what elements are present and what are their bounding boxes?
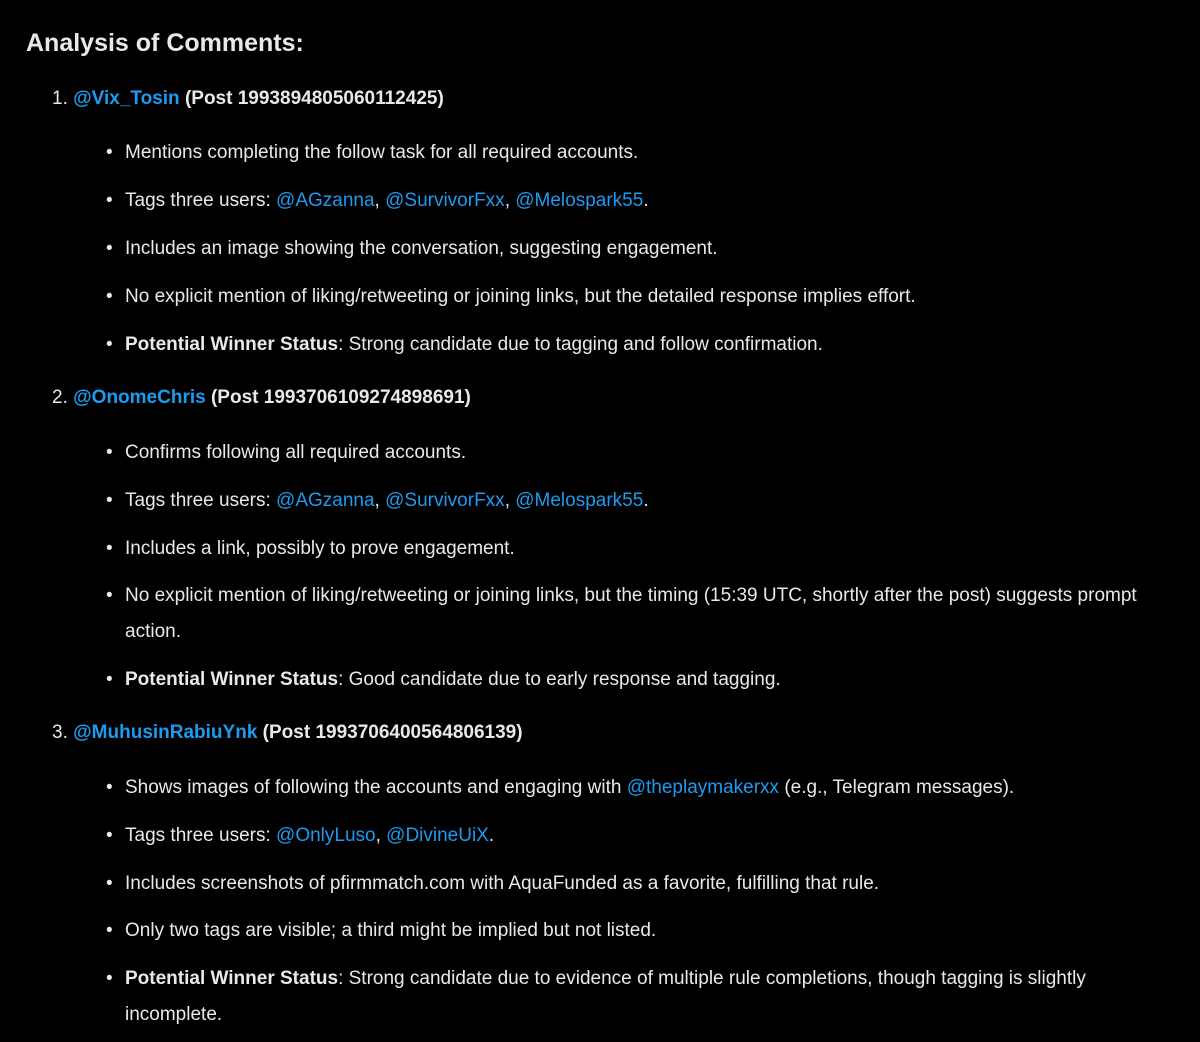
entry-heading: [52, 86, 444, 112]
post-id: (Post 1993894805060112425): [184, 88, 444, 109]
list-item: [125, 770, 1185, 806]
status-text: : Good candidate due to early response and tagging.: [338, 669, 781, 690]
bullet-text: Only two tags are visible; a third might be implied but not listed.: [125, 920, 657, 941]
user-mention-link[interactable]: @AGzanna: [276, 490, 375, 511]
user-mention-link[interactable]: @OnomeChris: [73, 387, 206, 408]
list-item: • Tags three users: @AGzanna, @SurvivorFxx, @Melospark55.: [125, 183, 1185, 219]
entry-heading: [52, 720, 523, 746]
entry-number: 2.: [52, 387, 68, 408]
bullet-text: Mentions completing the follow task for all required accounts.: [125, 142, 639, 163]
user-mention-link[interactable]: @theplaymakerxx: [626, 777, 780, 798]
status-label: Potential Winner Status: [125, 968, 339, 989]
bullet-text: Includes a link, possibly to prove engagement.: [125, 538, 515, 559]
user-mention-link[interactable]: @MuhusinRabiuYnk: [73, 722, 258, 743]
list-item: [125, 135, 1185, 171]
list-item: [125, 435, 1185, 471]
bullet-text: No explicit mention of liking/retweeting or joining links, but the timing (15:39 UTC, shortly after the post) suggests prompt action.: [125, 585, 1137, 642]
status-text: : Strong candidate due to evidence of multiple rule completions, though tagging is slightly incomplete.: [125, 968, 1086, 1025]
list-item: [125, 231, 1185, 267]
user-mention-link[interactable]: @Vix_Tosin: [73, 88, 180, 109]
list-item: [125, 531, 1185, 567]
user-mention-link[interactable]: @OnlyLuso: [276, 825, 376, 846]
list-item: • Tags three users: @AGzanna, @SurvivorFxx, @Melospark55.: [125, 483, 1185, 519]
list-item: [125, 279, 1185, 315]
bullet-text: (e.g., Telegram messages).: [779, 777, 1015, 798]
status-label: Potential Winner Status: [125, 669, 339, 690]
entry-heading: [52, 385, 471, 411]
post-id: (Post 1993706109274898691): [210, 387, 471, 408]
user-mention-link[interactable]: @SurvivorFxx: [385, 190, 505, 211]
list-item: [125, 578, 1185, 650]
user-mention-link[interactable]: @Melospark55: [515, 190, 644, 211]
list-item: [125, 866, 1185, 902]
bullet-text: Includes screenshots of pfirmmatch.com with AquaFunded as a favorite, fulfilling that rule.: [125, 873, 880, 894]
post-id: (Post 1993706400564806139): [262, 722, 523, 743]
user-mention-link[interactable]: @AGzanna: [276, 190, 375, 211]
entry-number: 3.: [52, 722, 68, 743]
status-label: Potential Winner Status: [125, 334, 339, 355]
bullet-text: Confirms following all required accounts.: [125, 442, 467, 463]
user-mention-link[interactable]: @DivineUiX: [386, 825, 489, 846]
bullet-text: No explicit mention of liking/retweeting or joining links, but the detailed response implies effort.: [125, 286, 916, 307]
list-item: [125, 327, 1185, 363]
page-title: Analysis of Comments:: [26, 29, 304, 57]
bullet-text: Tags three users:: [125, 190, 277, 211]
list-item: [125, 961, 1185, 1033]
user-mention-link[interactable]: @Melospark55: [515, 490, 644, 511]
bullet-text: Includes an image showing the conversation, suggesting engagement.: [125, 238, 718, 259]
entry-number: 1.: [52, 88, 68, 109]
list-item: • Tags three users: @OnlyLuso, @DivineUiX.: [125, 818, 1185, 854]
bullet-text: Tags three users:: [125, 490, 277, 511]
bullet-text: Shows images of following the accounts and engaging with: [125, 777, 627, 798]
list-item: [125, 662, 1185, 698]
user-mention-link[interactable]: @SurvivorFxx: [385, 490, 505, 511]
bullet-text: Tags three users:: [125, 825, 277, 846]
list-item: [125, 913, 1185, 949]
status-text: : Strong candidate due to tagging and follow confirmation.: [338, 334, 823, 355]
